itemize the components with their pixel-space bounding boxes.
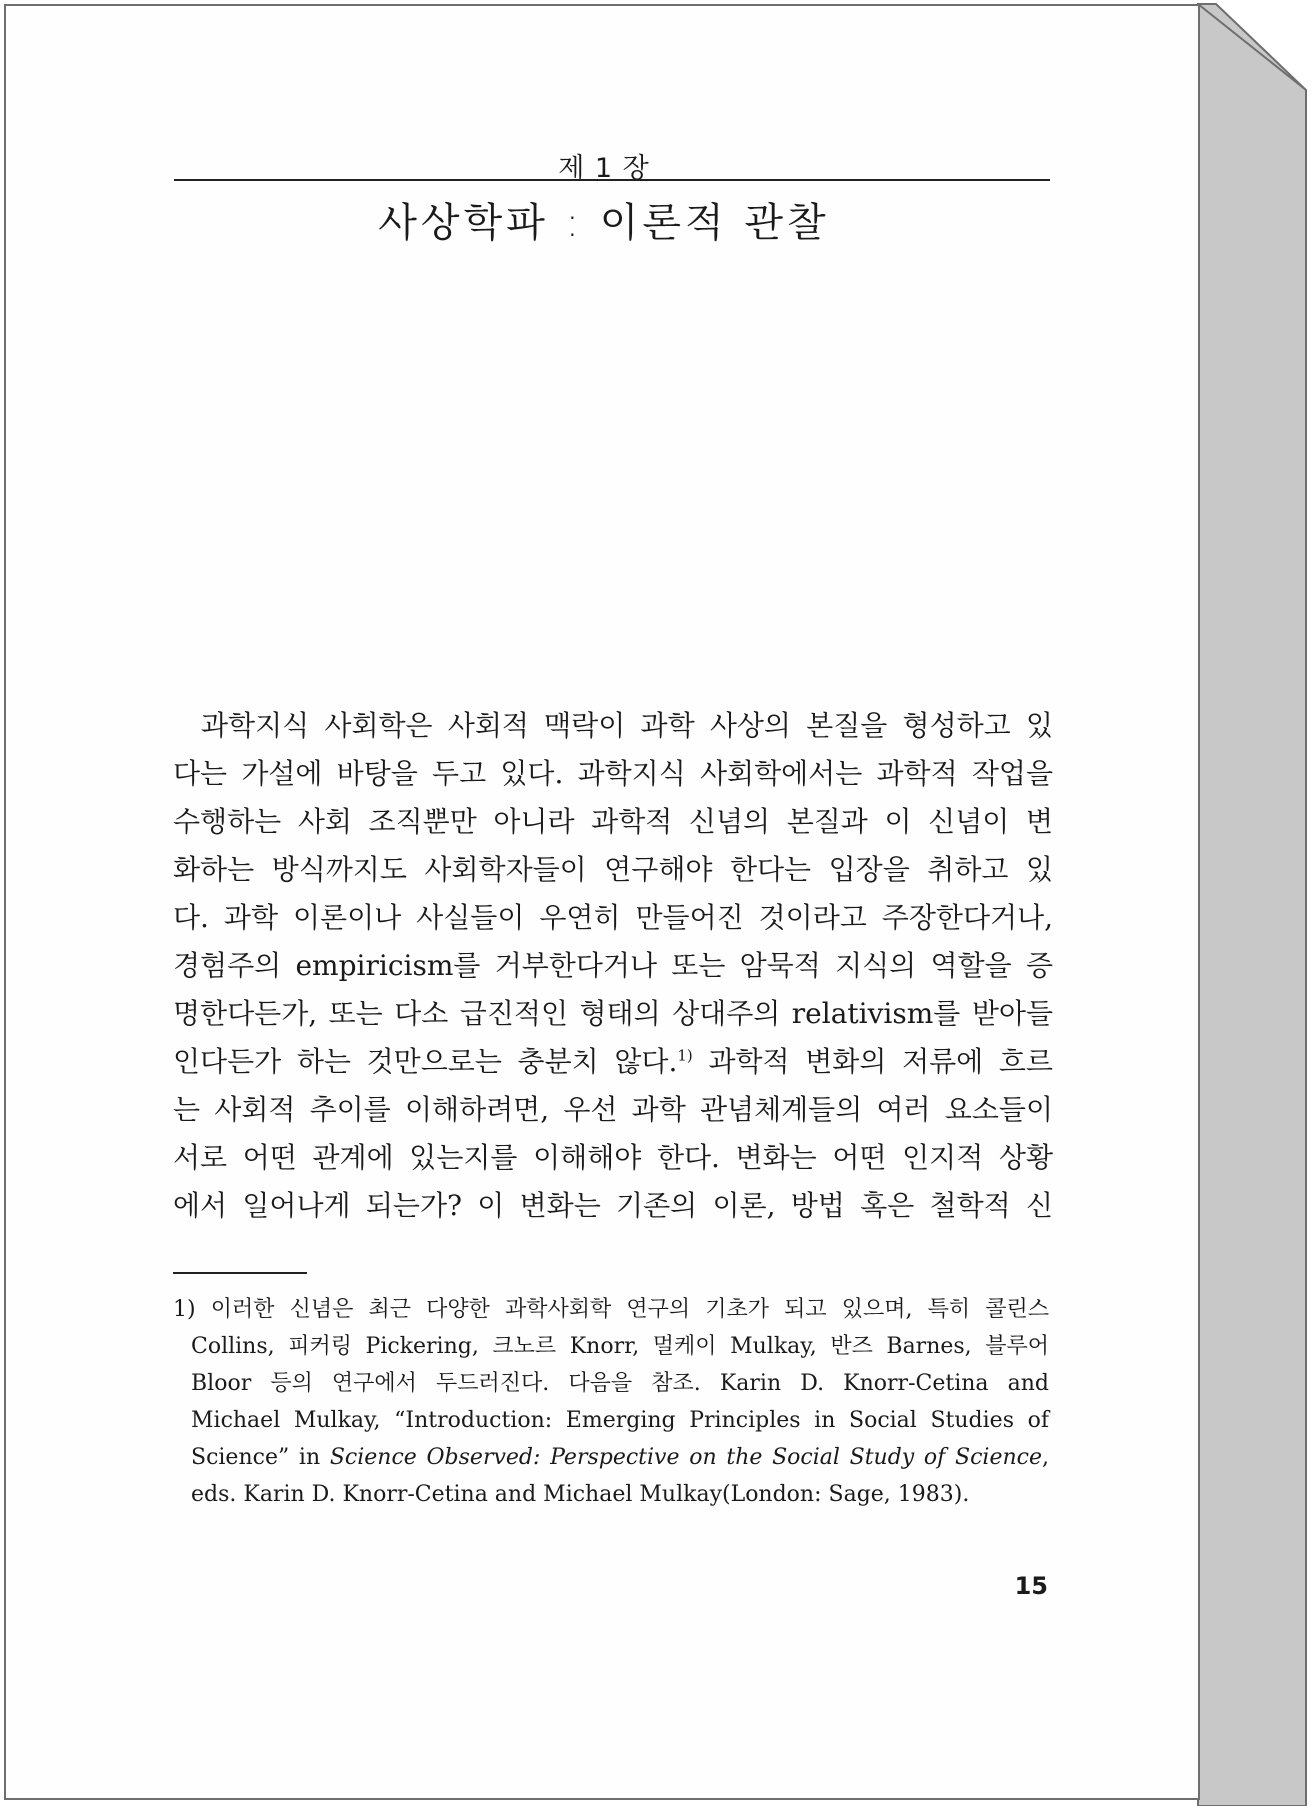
body-line: 에서 일어나게 되는가? 이 변화는 기존의 이론, 방법 혹은 철학적 신 xyxy=(173,1189,1053,1222)
body-line-part: 과학적 변화의 저류에 흐르 xyxy=(708,1045,1053,1078)
book-page xyxy=(4,4,1200,1800)
footnote xyxy=(173,1291,1049,1513)
body-line: 는 사회적 추이를 이해하려면, 우선 과학 관념체계들의 여러 요소들이 xyxy=(173,1093,1053,1126)
footnote-line: Collins, 피커링 Pickering, 크노르 Knorr, 멀케이 Mulkay, 반즈 Barnes, 블루어 xyxy=(191,1334,1049,1359)
body-paragraph xyxy=(173,702,1053,1230)
footnote-line: Bloor 등의 연구에서 두드러진다. 다음을 참조. Karin D. Knorr-Cetina and xyxy=(191,1371,1049,1396)
page-number: 15 xyxy=(1014,1572,1048,1600)
chapter-title: 사상학파 : 이론적 관찰 xyxy=(378,200,830,246)
body-line-with-footnote xyxy=(173,1038,1053,1086)
chapter-rule xyxy=(174,179,1050,181)
body-line: 경험주의 empiricism를 거부한다거나 또는 암묵적 지식의 역할을 증 xyxy=(173,949,1053,982)
body-line: 화하는 방식까지도 사회학자들이 연구해야 한다는 입장을 취하고 있 xyxy=(173,853,1053,886)
body-line: 명한다든가, 또는 다소 급진적인 형태의 상대주의 relativism를 받아들 xyxy=(173,997,1053,1030)
footnote-rule xyxy=(173,1272,307,1274)
body-line: 서로 어떤 관계에 있는지를 이해해야 한다. 변화는 어떤 인지적 상황 xyxy=(173,1141,1053,1174)
footnote-line: eds. Karin D. Knorr-Cetina and Michael Mulkay(London: Sage, 1983). xyxy=(191,1482,970,1507)
footnote-line-citation xyxy=(173,1439,1049,1476)
body-line: 과학지식 사회학은 사회적 맥락이 과학 사상의 본질을 형성하고 있 xyxy=(201,709,1053,742)
footnote-text: , xyxy=(1042,1445,1049,1470)
chapter-number: 제 1 장 xyxy=(558,153,650,184)
footnote-text: Science” in xyxy=(191,1445,330,1470)
body-line: 다는 가설에 바탕을 두고 있다. 과학지식 사회학에서는 과학적 작업을 xyxy=(173,757,1053,790)
footnote-reference: 1) xyxy=(677,1046,693,1065)
body-line: 다. 과학 이론이나 사실들이 우연히 만들어진 것이라고 주장한다거나, xyxy=(173,901,1053,934)
footnote-line: 1) 이러한 신념은 최근 다양한 과학사회학 연구의 기초가 되고 있으며, 특히 콜린스 xyxy=(173,1297,1049,1322)
book-title: Science Observed: Perspective on the Social Study of Science xyxy=(329,1445,1042,1470)
body-line: 수행하는 사회 조직뿐만 아니라 과학적 신념의 본질과 이 신념이 변 xyxy=(173,805,1053,838)
body-line-part: 인다든가 하는 것만으로는 충분치 않다. xyxy=(173,1045,678,1078)
footnote-line: Michael Mulkay, “Introduction: Emerging Principles in Social Studies of xyxy=(191,1408,1049,1433)
